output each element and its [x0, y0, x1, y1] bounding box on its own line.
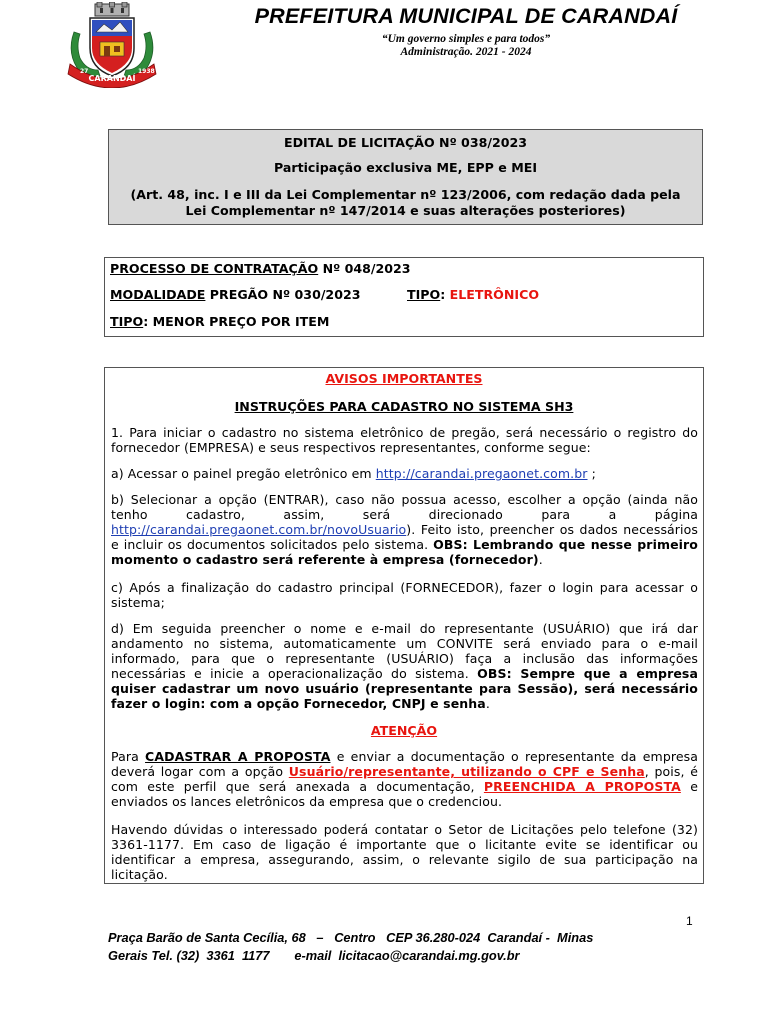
- modalidade-line: MODALIDADE PREGÃO Nº 030/2023: [110, 287, 361, 302]
- municipal-crest-icon: [64, 2, 160, 88]
- atencao-heading: ATENÇÃO: [370, 723, 438, 738]
- painel-link[interactable]: http://carandai.pregaonet.com.br: [375, 466, 588, 481]
- avisos-box: [104, 367, 704, 884]
- instruction-step-d: d) Em seguida preencher o nome e e-mail do representante (USUÁRIO) que irá dar andamento no sistema, automaticamente um CONVITE será enviado para o e-mail informado, para que o representante (USUÁRIO) faça a inclusão das informações necessárias e inicie a operacionalização do sistema. OBS: Sempre que a empresa quiser cadastrar um novo usuário (representante para Sessão), será necessário fazer o login: com a opção Fornecedor, CNPJ e senha.: [111, 621, 698, 711]
- instruction-step-c: c) Após a finalização do cadastro principal (FORNECEDOR), fazer o login para acessar o sistema;: [111, 580, 698, 610]
- avisos-heading: AVISOS IMPORTANTES: [325, 371, 483, 386]
- administration-text: Administração. 2021 - 2024: [400, 46, 532, 58]
- edital-legal-basis-line1: (Art. 48, inc. I e III da Lei Complementar nº 123/2006, com redação dada pela: [130, 187, 681, 202]
- svg-text:CARANDAÍ: CARANDAÍ: [88, 74, 136, 83]
- svg-text:27: 27: [80, 68, 89, 75]
- footer-address: Praça Barão de Santa Cecília, 68 – Centro CEP 36.280-024 Carandaí - Minas: [108, 930, 594, 945]
- edital-participation: Participação exclusiva ME, EPP e MEI: [273, 160, 538, 175]
- motto-text: “Um governo simples e para todos”: [381, 33, 551, 45]
- novo-usuario-link[interactable]: http://carandai.pregaonet.com.br/novoUsuario: [111, 522, 407, 537]
- svg-text:1938: 1938: [138, 68, 155, 75]
- page-title: PREFEITURA MUNICIPAL DE CARANDAÍ: [254, 4, 678, 28]
- instrucoes-heading: INSTRUÇÕES PARA CADASTRO NO SISTEMA SH3: [234, 399, 574, 414]
- tipo-menor-preco-line: TIPO: MENOR PREÇO POR ITEM: [110, 314, 330, 329]
- footer-contact: Gerais Tel. (32) 3361 1177 e-mail licitacao@carandai.mg.gov.br: [108, 948, 520, 963]
- edital-legal-basis-line2: Lei Complementar nº 147/2014 e suas alterações posteriores): [185, 203, 626, 218]
- process-box: [104, 257, 704, 337]
- tipo-eletronico-line: TIPO: ELETRÔNICO: [407, 287, 540, 302]
- instruction-step-b: b) Selecionar a opção (ENTRAR), caso não possua acesso, escolher a opção (ainda não tenho cadastro, assim, será direcionado para a página http://carandai.pregaonet.com.br/novoUsuario). Feito isto, preencher os dados necessários e incluir os documentos solicitados pelo sistema. OBS: Lembrando que nesse primeiro momento o cadastro será referente à empresa (fornecedor).: [111, 492, 698, 567]
- edital-number: EDITAL DE LICITAÇÃO Nº 038/2023: [284, 135, 527, 150]
- instruction-step-a: a) Acessar o painel pregão eletrônico em http://carandai.pregaonet.com.br ;: [111, 466, 596, 481]
- processo-line: PROCESSO DE CONTRATAÇÃO Nº 048/2023: [110, 261, 411, 276]
- edital-box: [108, 129, 703, 225]
- page-number: 1: [686, 914, 693, 928]
- contact-paragraph: Havendo dúvidas o interessado poderá contatar o Setor de Licitações pelo telefone (32) 3361-1177. Em caso de ligação é importante que o licitante evite se identificar ou identificar a empresa, assegurando, assim, o relevante sigilo de sua participação na licitação.: [111, 822, 698, 882]
- atencao-paragraph: Para CADASTRAR A PROPOSTA e enviar a documentação o representante da empresa deverá logar com a opção Usuário/representante, utilizando o CPF e Senha, pois, é com este perfil que será anexada a documentação, PREENCHIDA A PROPOSTA e enviados os lances eletrônicos da empresa que o credenciou.: [111, 749, 698, 809]
- instruction-step-1: 1. Para iniciar o cadastro no sistema eletrônico de pregão, será necessário o registro do fornecedor (EMPRESA) e seus respectivos representantes, conforme segue:: [111, 425, 698, 455]
